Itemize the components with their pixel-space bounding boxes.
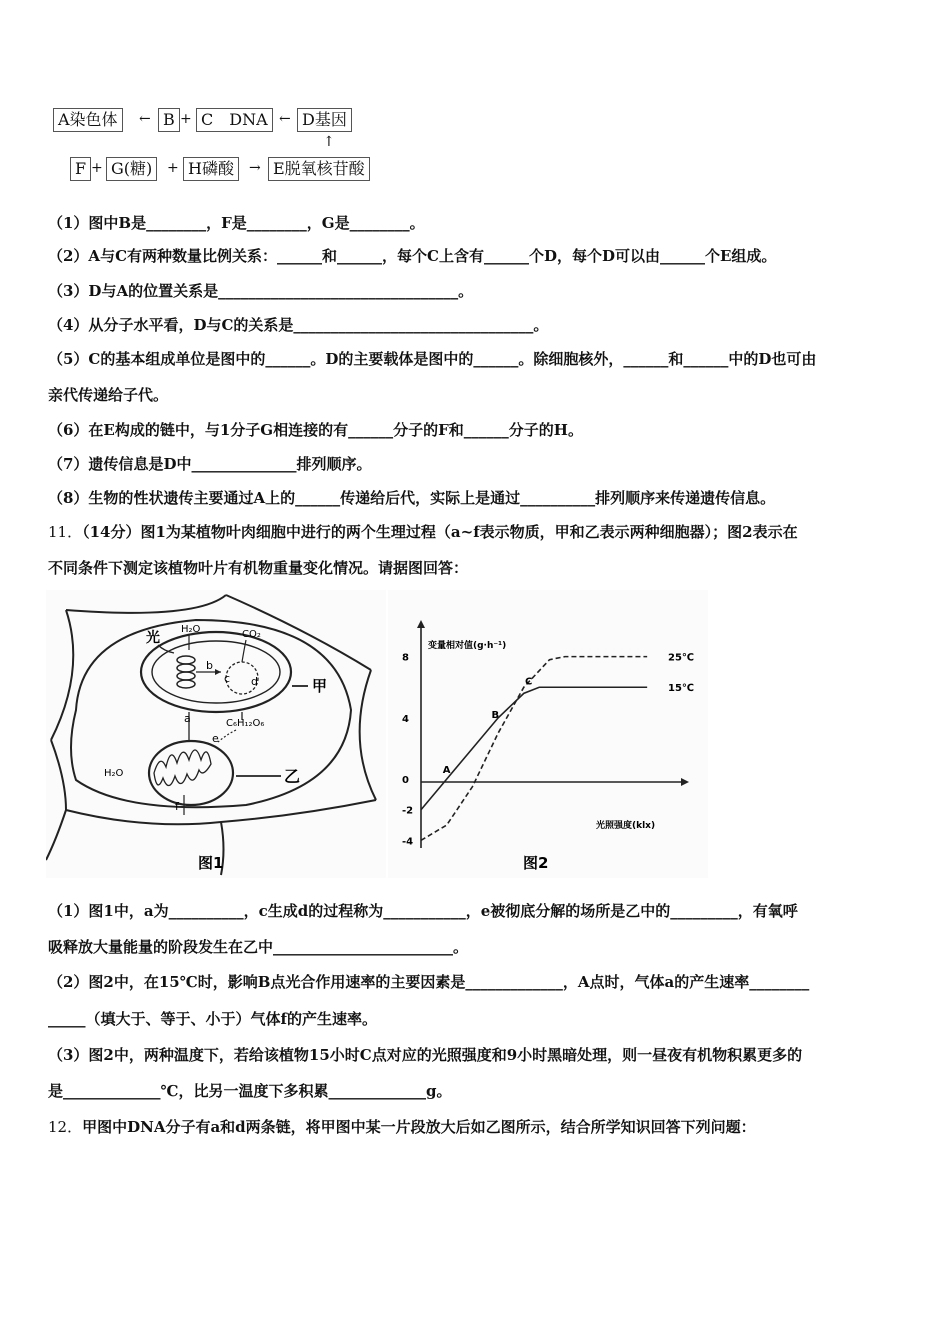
q11-stem-line-2: 不同条件下测定该植物叶片有机物重量变化情况。请据图回答：: [48, 559, 469, 577]
y-tick-label: 4: [402, 713, 409, 725]
label-a: a: [184, 712, 191, 725]
q10-line-3: （3）D与A的位置关系是________________________________。: [48, 282, 474, 300]
label-glucose: C₆H₁₂O₆: [226, 718, 265, 729]
question-number: 12．: [48, 1118, 83, 1136]
label-b: b: [206, 659, 213, 672]
q10-line-4: （4）从分子水平看，D与C的关系是________________________________。: [48, 316, 549, 334]
box-h-phosphate: H磷酸: [183, 157, 239, 181]
q12-stem: [48, 1116, 756, 1137]
y-axis-label: 变量相对值(g·h⁻¹): [428, 641, 507, 651]
y-tick-label: 0: [402, 775, 409, 787]
q11-stem-line-1: [48, 521, 798, 542]
y-tick-label: -2: [402, 805, 414, 817]
point-label-c: C: [524, 676, 533, 688]
point-label-b: B: [491, 709, 500, 721]
box-e-nucleotide: E脱氧核苷酸: [268, 157, 370, 181]
label-e: e: [212, 732, 219, 745]
legend-25c: 25℃: [668, 652, 695, 664]
box-c-dna: C DNA: [196, 108, 273, 132]
q10-line-1: （1）图中B是________，F是________，G是________。: [48, 214, 425, 232]
label-yi: 乙: [284, 767, 301, 786]
y-tick-label: 8: [402, 652, 409, 664]
label-h2o-left: H₂O: [104, 768, 124, 779]
arrow-right-icon: →: [249, 160, 261, 176]
label-jia: 甲: [312, 677, 328, 695]
figure-1-cell: [46, 590, 386, 878]
label-co2: CO₂: [242, 629, 261, 640]
point-label-a: A: [442, 765, 451, 777]
q10-line-8: （7）遗传信息是D中______________排列顺序。: [48, 455, 372, 473]
q11-part-2-line-2: _____（填大于、等于、小于）气体f的产生速率。: [48, 1010, 377, 1028]
q10-line-6: 亲代传递给子代。: [48, 386, 169, 404]
q10-line-7: （6）在E构成的链中，与1分子G相连接的有______分子的F和______分子的H。: [48, 421, 583, 439]
label-h2o-top: H₂O: [181, 624, 201, 635]
q11-part-3-line-1: （3）图2中，两种温度下，若给该植物15小时C点对应的光照强度和9小时黑暗处理，则一昼夜有机物积累更多的: [48, 1046, 803, 1064]
label-f: f: [175, 800, 179, 813]
q11-part-1-line-2: 吸释放大量能量的阶段发生在乙中________________________。: [48, 938, 469, 956]
figure-2-chart: [388, 590, 708, 878]
arrow-left-icon: ←: [279, 111, 291, 127]
plus-sign: +: [180, 111, 192, 127]
q11-stem-text: （14分）图1为某植物叶肉细胞中进行的两个生理过程（a~f表示物质，甲和乙表示两种细胞器）；图2表示在: [82, 523, 798, 541]
q10-line-2: （2）A与C有两种数量比例关系：______和______，每个C上含有______个D，每个D可以由______个E组成。: [48, 247, 777, 265]
y-tick-label: -4: [402, 836, 414, 848]
figure-2-caption: 图2: [523, 854, 549, 872]
label-light: 光: [146, 630, 160, 646]
q10-line-5: （5）C的基本组成单位是图中的______。D的主要载体是图中的______。除细胞核外，______和______中的D也可由: [48, 350, 817, 368]
arrow-up-icon: ↑: [323, 134, 335, 150]
box-a-chromosome: A染色体: [53, 108, 123, 132]
question-number: 11．: [48, 523, 83, 541]
arrow-left-icon: ←: [139, 111, 151, 127]
q11-part-3-line-2: 是_____________℃，比另一温度下多积累_____________g。: [48, 1082, 452, 1100]
figure-1-caption: 图1: [198, 854, 224, 872]
q11-part-2-line-1: （2）图2中，在15℃时，影响B点光合作用速率的主要因素是_____________，A点时，气体a的产生速率________: [48, 973, 810, 991]
q11-part-1-line-1: （1）图1中，a为__________，c生成d的过程称为___________，e被彻底分解的场所是乙中的_________，有氧呼: [48, 902, 798, 920]
x-axis-label: 光照强度(klx): [596, 821, 656, 831]
q10-line-9: （8）生物的性状遗传主要通过A上的______传递给后代，实际上是通过__________排列顺序来传递遗传信息。: [48, 489, 776, 507]
box-g-sugar: G(糖): [106, 157, 157, 181]
plus-sign: +: [167, 160, 179, 176]
legend-15c: 15℃: [668, 683, 695, 695]
q12-text: 甲图中DNA分子有a和d两条链，将甲图中某一片段放大后如乙图所示，结合所学知识回答下列问题：: [82, 1118, 756, 1136]
box-b: B: [158, 108, 180, 132]
plus-sign: +: [91, 160, 103, 176]
box-f: F: [70, 157, 91, 181]
label-d: d: [251, 675, 258, 688]
label-c: c: [224, 672, 231, 685]
box-d-gene: D基因: [297, 108, 352, 132]
